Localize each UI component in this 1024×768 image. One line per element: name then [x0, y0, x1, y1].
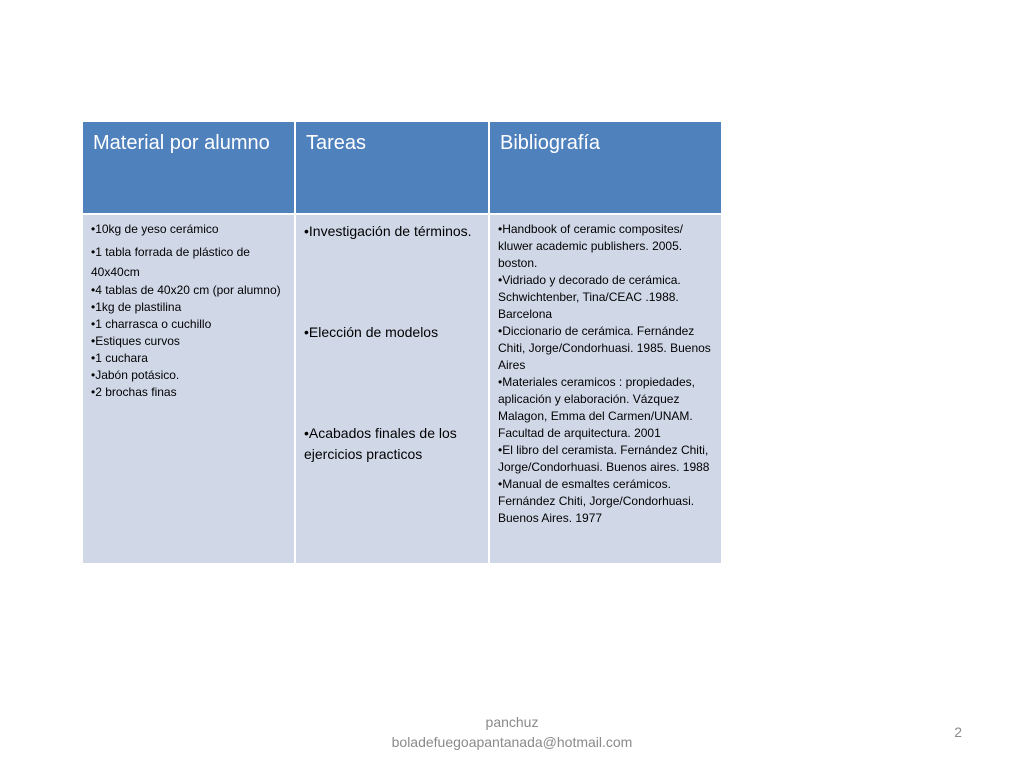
material-item: •1 charrasca o cuchillo — [91, 317, 212, 331]
material-item: •4 tablas de 40x20 cm (por alumno) — [91, 283, 281, 297]
material-item: •1 cuchara — [91, 351, 148, 365]
header-bibliography: Bibliografía — [489, 121, 722, 214]
bibliography-item: •Vidriado y decorado de cerámica. Schwichtenber, Tina/CEAC .1988. Barcelona — [498, 273, 681, 321]
bibliography-cell — [489, 214, 722, 564]
bibliography-item: •Handbook of ceramic composites/ kluwer academic publishers. 2005. boston. — [498, 222, 683, 270]
header-row — [82, 121, 722, 214]
material-item: •Jabón potásico. — [91, 368, 180, 382]
material-item: •1 tabla forrada de plástico de 40x40cm — [91, 245, 250, 279]
header-tasks: Tareas — [295, 121, 489, 214]
slide-table — [81, 120, 723, 565]
bibliography-item: •El libro del ceramista. Fernández Chiti, Jorge/Condorhuasi. Buenos aires. 1988 — [498, 443, 710, 474]
page-number: 2 — [954, 724, 962, 740]
footer-email: boladefuegoapantanada@hotmail.com — [391, 734, 633, 750]
materials-cell — [82, 214, 295, 564]
tasks-cell — [295, 214, 489, 564]
task-item: •Elección de modelos — [304, 324, 439, 340]
bibliography-item: •Materiales ceramicos : propiedades, aplicación y elaboración. Vázquez Malagon, Emma del Carmen/UNAM. Facultad de arquitectura. 2001 — [498, 375, 695, 440]
material-item: •Estiques curvos — [91, 334, 180, 348]
material-item: •10kg de yeso cerámico — [91, 222, 219, 236]
bibliography-item: •Manual de esmaltes cerámicos. Fernández Chiti, Jorge/Condorhuasi. Buenos Aires. 1977 — [498, 477, 695, 525]
bibliography-item: •Diccionario de cerámica. Fernández Chiti, Jorge/Condorhuasi. 1985. Buenos Aires — [498, 324, 711, 372]
task-item: •Investigación de términos. — [304, 223, 472, 239]
footer-author: panchuz — [485, 714, 539, 730]
footer — [300, 712, 724, 752]
header-material: Material por alumno — [82, 121, 295, 214]
material-item: •1kg de plastilina — [91, 300, 182, 314]
content-row — [82, 214, 722, 564]
task-item: •Acabados finales de los ejercicios practicos — [304, 425, 457, 462]
material-item: •2 brochas finas — [91, 385, 177, 399]
